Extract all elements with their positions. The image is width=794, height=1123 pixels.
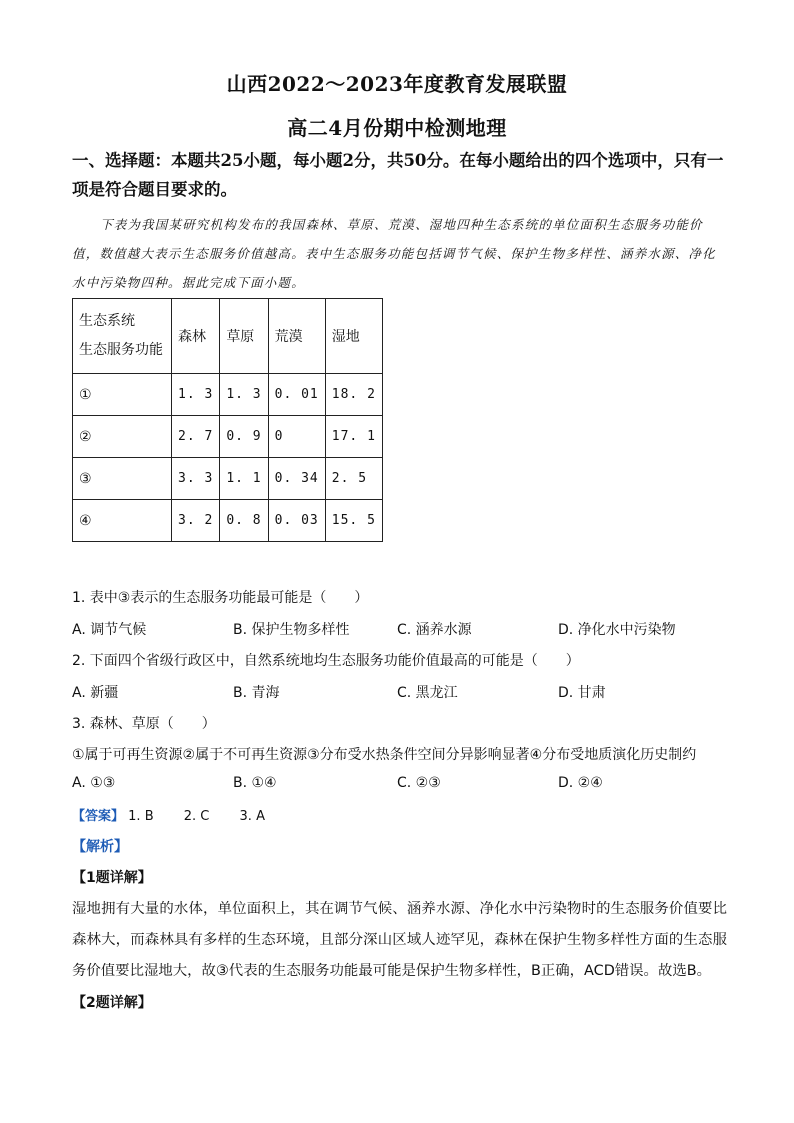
question-1-stem: 1. 表中③表示的生态服务功能最可能是（ ）: [72, 590, 369, 606]
answer-value: 3. A: [239, 809, 265, 824]
column-header: 森林: [172, 299, 220, 374]
table-cell: 0. 9: [220, 416, 268, 458]
table-cell: 2. 7: [172, 416, 220, 458]
row-label: ④: [73, 500, 172, 542]
question-2-option-b: B. 青海: [233, 685, 280, 701]
table-cell: 3. 3: [172, 458, 220, 500]
question-2-option-a: A. 新疆: [72, 685, 119, 701]
table-cell: 0. 8: [220, 500, 268, 542]
table-cell: 1. 3: [172, 374, 220, 416]
q2-detail-label: 【2题详解】: [72, 995, 152, 1011]
table-cell: 0. 03: [268, 500, 325, 542]
table-cell: 15. 5: [325, 500, 382, 542]
table-row: [73, 458, 383, 500]
table-corner-cell: [73, 299, 172, 374]
table-row: [73, 374, 383, 416]
table-cell: 18. 2: [325, 374, 382, 416]
question-2-option-c: C. 黑龙江: [397, 685, 458, 701]
question-3-stem: 3. 森林、草原（ ）: [72, 716, 216, 732]
corner-label-service: 生态服务功能: [79, 342, 163, 358]
row-label: ①: [73, 374, 172, 416]
column-header: 湿地: [325, 299, 382, 374]
analysis-label: 【解析】: [72, 839, 128, 855]
table-cell: 1. 3: [220, 374, 268, 416]
answer-value: 2. C: [183, 809, 210, 824]
question-1-option-d: D. 净化水中污染物: [558, 622, 676, 638]
exam-title: 山西2022～2023年度教育发展联盟: [226, 72, 568, 96]
question-1-option-c: C. 涵养水源: [397, 622, 472, 638]
ecosystem-table: [72, 298, 383, 542]
section-heading: 一、选择题：本题共25小题，每小题2分，共50分。在每小题给出的四个选项中，只有一项是符合题目要求的。: [72, 151, 724, 199]
table-cell: 17. 1: [325, 416, 382, 458]
question-1-option-a: A. 调节气候: [72, 622, 147, 638]
question-3-option-b: B. ①④: [233, 775, 277, 791]
question-3-option-c: C. ②③: [397, 775, 441, 791]
answer-label: 【答案】: [72, 809, 125, 824]
table-cell: 3. 2: [172, 500, 220, 542]
corner-label-ecosystem: 生态系统: [79, 313, 135, 329]
question-3-statements: ①属于可再生资源②属于不可再生资源③分布受水热条件空间分异影响显著④分布受地质演化历史制约: [72, 747, 697, 763]
exam-subtitle: 高二4月份期中检测地理: [287, 116, 507, 140]
table-row: [73, 416, 383, 458]
table-cell: 0: [268, 416, 325, 458]
q1-detail-label: 【1题详解】: [72, 870, 152, 886]
table-header-row: [73, 299, 383, 374]
column-header: 荒漠: [268, 299, 325, 374]
question-3-option-d: D. ②④: [558, 775, 603, 791]
answer-value: 1. B: [128, 809, 154, 824]
question-3-option-a: A. ①③: [72, 775, 116, 791]
question-1-option-b: B. 保护生物多样性: [233, 622, 350, 638]
row-label: ②: [73, 416, 172, 458]
question-2-stem: 2. 下面四个省级行政区中，自然系统地均生态服务功能价值最高的可能是（ ）: [72, 653, 580, 669]
question-2-option-d: D. 甘肃: [558, 685, 606, 701]
table-cell: 0. 34: [268, 458, 325, 500]
column-header: 草原: [220, 299, 268, 374]
table-cell: 2. 5: [325, 458, 382, 500]
q1-detail-text: 湿地拥有大量的水体，单位面积上，其在调节气候、涵养水源、净化水中污染物时的生态服务价值要比森林大，而森林具有多样的生态环境，且部分深山区域人迹罕见，森林在保护生物多样性方面的生态服务价值要比湿地大，故③代表的生态服务功能最可能是保护生物多样性，B正确，ACD错误。故选B。: [72, 901, 727, 979]
row-label: ③: [73, 458, 172, 500]
table-row: [73, 500, 383, 542]
table-cell: 0. 01: [268, 374, 325, 416]
table-cell: 1. 1: [220, 458, 268, 500]
intro-paragraph: 下表为我国某研究机构发布的我国森林、草原、荒漠、湿地四种生态系统的单位面积生态服务功能价值，数值越大表示生态服务价值越高。表中生态服务功能包括调节气候、保护生物多样性、涵养水源、净化水中污染物四种。据此完成下面小题。: [72, 217, 716, 290]
answer-line: [72, 805, 291, 824]
